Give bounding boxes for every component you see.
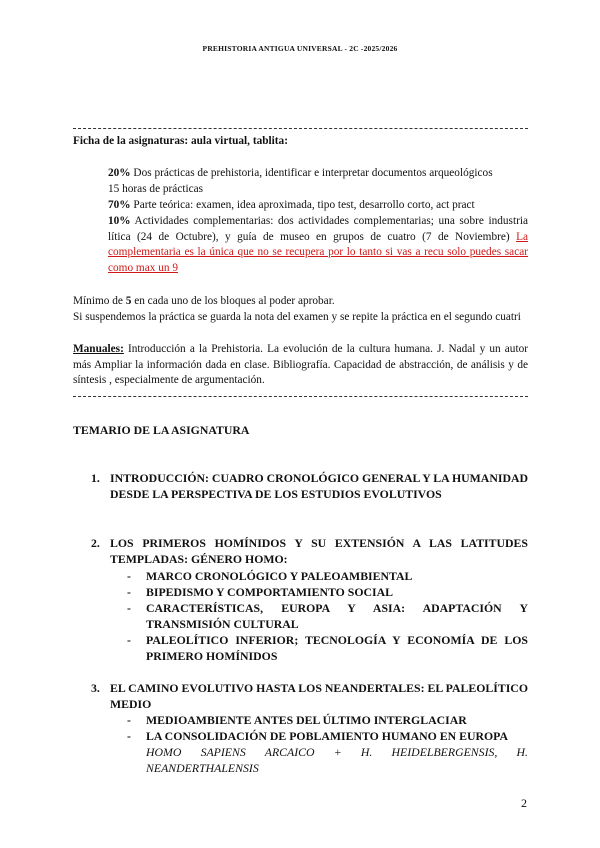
topic-text: LOS PRIMEROS HOMÍNIDOS Y SU EXTENSIÓN A LAS LATITUDES TEMPLADAS: GÉNERO HOMO: xyxy=(110,536,528,567)
ficha-item-practicas xyxy=(108,166,528,197)
topic2-sub-4 xyxy=(127,632,528,665)
item3-text: Actividades complementarias: dos actividades complementarias; una sobre industria lítica (24 de Octubre), y guía de museo en grupos de cuatro (7 de Noviembre) xyxy=(108,215,528,243)
pct-20: 20% xyxy=(108,167,131,179)
temario-title: TEMARIO DE LA ASIGNATURA xyxy=(73,423,250,437)
sub-text: MEDIOAMBIENTE ANTES DEL ÚLTIMO INTERGLACIAR xyxy=(146,713,467,727)
topic-text: EL CAMINO EVOLUTIVO HASTA LOS NEANDERTALES: EL PALEOLÍTICO MEDIO xyxy=(110,681,528,712)
topic-1 xyxy=(91,470,528,503)
topic2-sub-1 xyxy=(127,568,528,584)
page-number: 2 xyxy=(521,796,527,810)
topic-number: 2. xyxy=(91,536,100,550)
ficha-title: Ficha de la asignaturas: aula virtual, tablita: xyxy=(73,135,288,147)
minimo-line xyxy=(73,294,528,310)
pct-10: 10% xyxy=(108,215,131,227)
dashed-divider-top xyxy=(73,128,528,129)
topic-3 xyxy=(91,680,528,713)
dash-bullet: - xyxy=(127,729,131,743)
topic-text: INTRODUCCIÓN: CUADRO CRONOLÓGICO GENERAL Y LA HUMANIDAD DESDE LA PERSPECTIVA DE LOS ESTUDIOS EVOLUTIVOS xyxy=(110,471,528,502)
topic-number: 1. xyxy=(91,471,100,485)
dash-bullet: - xyxy=(127,569,131,583)
topic2-sub-2 xyxy=(127,584,528,600)
suspend-note: Si suspendemos la práctica se guarda la nota del examen y se repite la práctica en el segundo cuatri xyxy=(73,311,521,323)
manuales-text: Introducción a la Prehistoria. La evolución de la cultura humana. J. Nadal y un autor más Ampliar la información dada en clase. Bibliografía. Capacidad de abstracción, de análisis y de síntesis , especialmente de argumentación. xyxy=(73,343,528,387)
item2-text: Parte teórica: examen, idea aproximada, tipo test, desarrollo corto, act pract xyxy=(130,199,475,211)
topic2-sub-3 xyxy=(127,600,528,633)
dash-bullet: - xyxy=(127,633,131,647)
sub-text: LA CONSOLIDACIÓN DE POBLAMIENTO HUMANO EN EUROPA xyxy=(146,729,509,743)
dash-bullet: - xyxy=(127,601,131,615)
dashed-divider-bottom xyxy=(73,396,528,397)
topic-number: 3. xyxy=(91,681,100,695)
sub-text: MARCO CRONOLÓGICO Y PALEOAMBIENTAL xyxy=(146,569,413,583)
topic3-sub-2 xyxy=(127,728,528,744)
manuales-label: Manuales: xyxy=(73,343,124,355)
sub-text: PALEOLÍTICO INFERIOR; TECNOLOGÍA Y ECONOMÍA DE LOS PRIMERO HOMÍNIDOS xyxy=(146,633,528,664)
minimo-num: 5 xyxy=(125,295,132,307)
item1-line2: 15 horas de prácticas xyxy=(108,182,204,195)
sub-text: BIPEDISMO Y COMPORTAMIENTO SOCIAL xyxy=(146,585,394,599)
dash-bullet: - xyxy=(127,585,131,599)
ficha-item-complementarias xyxy=(108,214,528,276)
minimo-pre: Mínimo de xyxy=(73,295,126,307)
topic3-species-italic: HOMO SAPIENS ARCAICO + H. HEIDELBERGENSIS, H. NEANDERTHALENSIS xyxy=(146,745,528,776)
sub-text: CARACTERÍSTICAS, EUROPA Y ASIA: ADAPTACIÓN Y TRANSMISIÓN CULTURAL xyxy=(146,601,528,632)
dash-bullet: - xyxy=(127,713,131,727)
page-header: PREHISTORIA ANTIGUA UNIVERSAL - 2C -2025/2026 xyxy=(202,44,398,53)
pct-70: 70% xyxy=(108,199,131,211)
topic-2 xyxy=(91,535,528,568)
minimo-post: en cada uno de los bloques al poder aprobar. xyxy=(131,295,335,307)
topic3-sub-1 xyxy=(127,712,528,728)
item1-text: Dos prácticas de prehistoria, identificar e interpretar documentos arqueológicos xyxy=(130,167,493,179)
complementaria-warning: La complementaria es la única que no se recupera por lo tanto si vas a recu solo puedes sacar como max un 9 xyxy=(108,230,528,274)
ficha-item-teoria xyxy=(108,198,528,214)
manuales-paragraph xyxy=(73,342,528,389)
